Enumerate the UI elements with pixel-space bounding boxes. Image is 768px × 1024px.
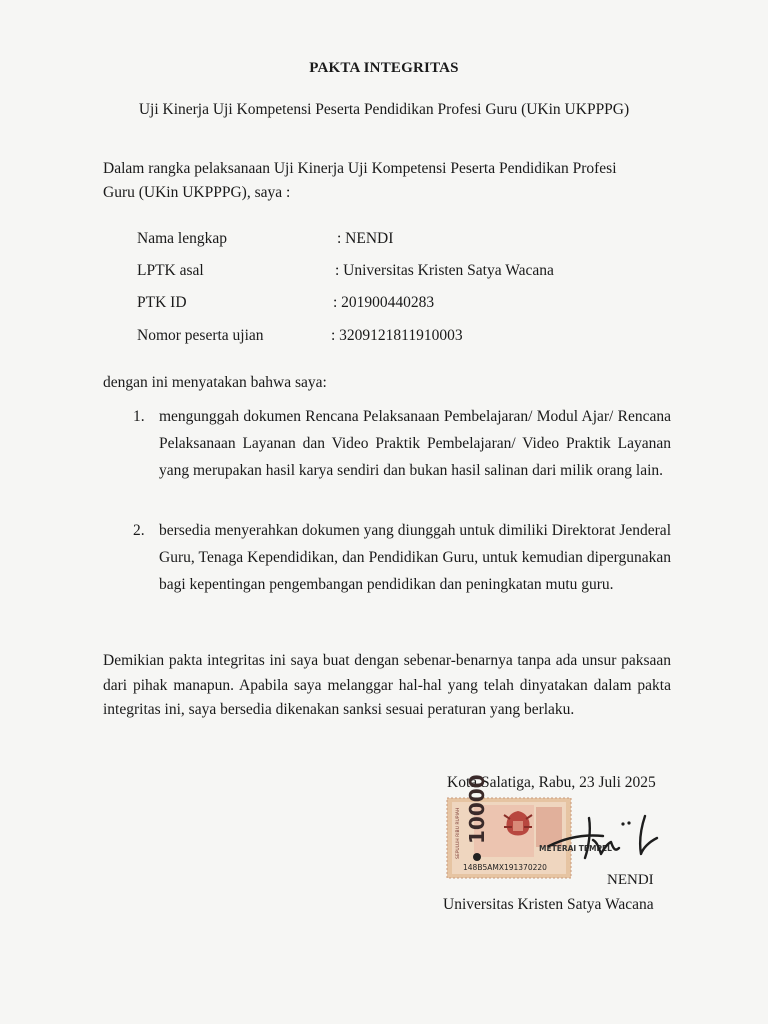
field-value: : NENDI [337,230,394,247]
signer-name: NENDI [607,872,654,888]
field-value: : 201900440283 [333,294,435,311]
signature-scribble [545,808,665,868]
statement-text: bersedia menyerahkan dokumen yang diunggah untuk dimiliki Direktorat Jenderal Guru, Tenaga Kependidikan, dan Pendidikan Guru, untuk kemudian dipergunakan bagi kepentingan pengembangan pendidikan dan peningkatan mutu guru. [159,522,671,593]
document-subtitle: Uji Kinerja Uji Kompetensi Peserta Pendidikan Profesi Guru (UKin UKPPPG) [138,101,630,118]
stamp-label: METERAI TEMPEL [539,844,612,853]
statement-intro: dengan ini menyatakan bahwa saya: [103,374,327,391]
closing-paragraph: Demikian pakta integritas ini saya buat dengan sebenar-benarnya tanpa ada unsur paksaan dari pihak manapun. Apabila saya melanggar hal-hal yang telah dinyatakan dalam pakta integritas ini, saya bersedia dikenakan sanksi sesuai peraturan yang berlaku. [103,652,671,718]
field-value: : 3209121811910003 [331,327,463,344]
stamp-side-text: SEPULUH RIBU RUPIAH [456,807,461,859]
document-title: PAKTA INTEGRITAS [309,60,459,76]
field-label: LPTK asal [137,262,204,279]
field-label: Nomor peserta ujian [137,327,264,344]
statement-number: 1. [133,408,145,425]
place-date: Kota Salatiga, Rabu, 23 Juli 2025 [447,774,656,791]
statement-item [133,403,671,484]
stamp-value: 10000 [465,774,489,844]
field-label: PTK ID [137,294,187,311]
stamp-serial: 148B5AMX191370220 [463,863,547,872]
field-value: : Universitas Kristen Satya Wacana [335,262,554,279]
signer-institution: Universitas Kristen Satya Wacana [443,896,654,913]
statement-item [133,517,671,598]
statement-text: mengunggah dokumen Rencana Pelaksanaan Pembelajaran/ Modul Ajar/ Rencana Pelaksanaan Layanan dan Video Praktik Pembelajaran/ Video Praktik Layanan yang merupakan hasil karya sendiri dan bukan hasil salinan dari milik orang lain. [159,408,671,479]
intro-paragraph: Dalam rangka pelaksanaan Uji Kinerja Uji Kompetensi Peserta Pendidikan Profesi Guru (UKin UKPPPG), saya : [103,160,617,201]
field-label: Nama lengkap [137,230,227,247]
statement-number: 2. [133,522,145,539]
